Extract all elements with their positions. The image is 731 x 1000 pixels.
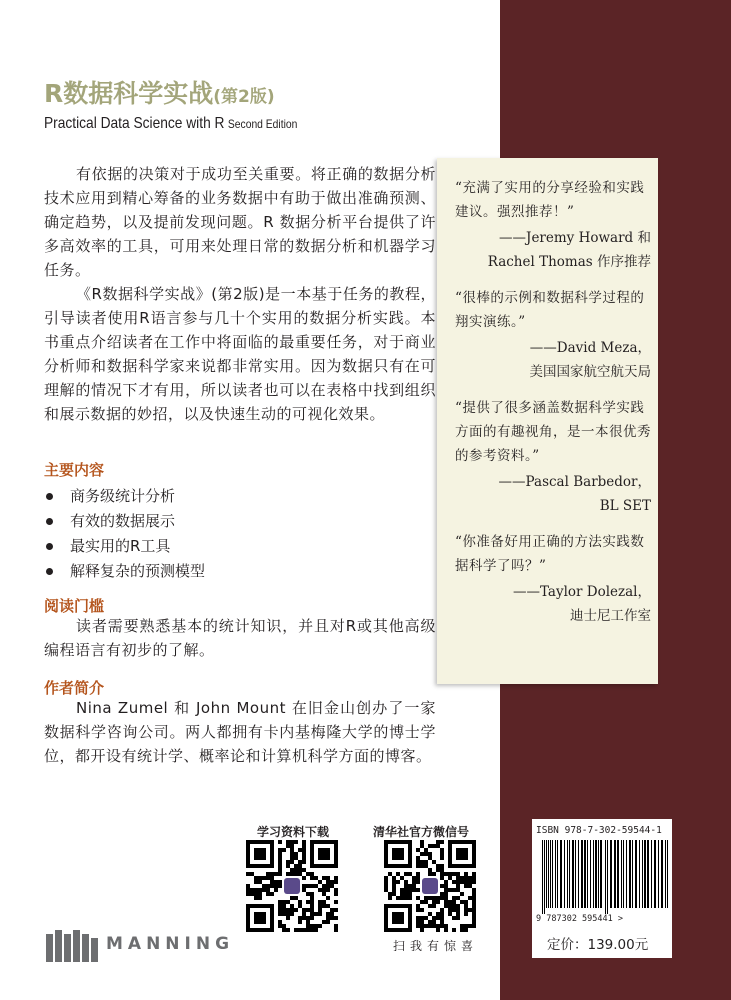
praise-quote (455, 396, 651, 518)
download-qr-code[interactable] (246, 840, 338, 932)
praise-quote (455, 286, 651, 384)
bullet-icon (46, 493, 53, 500)
praise-quote (455, 176, 651, 274)
reading-threshold-heading: 阅读门槛 (44, 597, 105, 615)
quote-attribution-affiliation: 美国国家航空航天局 (529, 364, 651, 380)
quote-text: “很棒的示例和数据科学过程的翔实演练。” (455, 290, 645, 330)
list-item (44, 559, 436, 584)
bullet-icon (46, 518, 53, 525)
bullet-icon (46, 543, 53, 550)
barcode-icon (538, 840, 668, 914)
list-item-text: 有效的数据展示 (70, 512, 176, 530)
qr-code-icon (246, 840, 338, 932)
list-item-text: 商务级统计分析 (70, 487, 176, 505)
quote-text: “充满了实用的分享经验和实践建议。强烈推荐！” (455, 180, 645, 220)
quote-attribution-affiliation: BL SET (599, 498, 651, 514)
download-qr-label: 学习资料下载 (257, 825, 330, 839)
list-item (44, 484, 436, 509)
barcode-number: 9 787302 595441 > (536, 914, 623, 924)
intro-paragraph-2: 《R数据科学实战》(第2版)是一本基于任务的教程，引导读者使用R语言参与几十个实用的数据分析实践。本书重点介绍读者在工作中将面临的最重要任务，对于商业分析师和数据科学家来说都非常实用。因为数据只有在可理解的情况下才有用，所以读者也可以在表格中找到组织和展示数据的妙招，以及快速生动的可视化效果。 (44, 285, 436, 423)
quote-attribution-affiliation: 迪士尼工作室 (570, 608, 651, 624)
intro-paragraph-1: 有依据的决策对于成功至关重要。将正确的数据分析技术应用到精心筹备的业务数据中有助于做出准确预测、确定趋势，以及提前发现问题。R 数据分析平台提供了许多高效率的工具，可用来处理日常的数据分析和机器学习任务。 (44, 165, 436, 279)
quote-attribution: ——Taylor Dolezal， (512, 584, 651, 600)
quote-attribution: ——David Meza， (529, 340, 651, 356)
book-title-cn (44, 74, 275, 110)
quote-text: “你准备好用正确的方法实践数据科学了吗？” (455, 534, 645, 574)
manning-logo-icon (46, 930, 102, 962)
title-edition: (第2版) (213, 87, 275, 107)
reading-threshold-text: 读者需要熟悉基本的统计知识，并且对R或其他高级编程语言有初步的了解。 (44, 617, 436, 659)
author-intro-text: Nina Zumel 和 John Mount 在旧金山创办了一家数据科学咨询公司。两人都拥有卡内基梅隆大学的博士学位，都开设有统计学、概率论和计算机科学方面的博客。 (44, 699, 436, 765)
main-contents-heading: 主要内容 (44, 461, 105, 479)
quote-attribution-affiliation: Rachel Thomas 作序推荐 (487, 254, 651, 270)
scan-me-label: 扫我有惊喜 (393, 939, 479, 953)
title-main: R数据科学实战 (44, 79, 214, 108)
author-intro-heading: 作者简介 (44, 679, 105, 697)
isbn-text: ISBN 978-7-302-59544-1 (536, 825, 662, 836)
qr-code-icon (384, 840, 476, 932)
praise-quotes-box (437, 158, 658, 684)
wechat-qr-code[interactable] (384, 840, 476, 932)
wechat-qr-label: 清华社官方微信号 (373, 825, 470, 839)
price-label: 定价：139.00元 (547, 937, 649, 953)
praise-quote (455, 530, 651, 628)
list-item (44, 509, 436, 534)
main-contents-list (44, 484, 436, 584)
quote-text: “提供了很多涵盖数据科学实践方面的有趣视角，是一本很优秀的参考资料。” (455, 400, 651, 464)
quote-attribution: ——Pascal Barbedor， (498, 474, 651, 490)
title-en-edition: Second Edition (227, 117, 298, 131)
title-en-main: Practical Data Science with R (44, 115, 225, 132)
list-item-text: 解释复杂的预测模型 (70, 562, 206, 580)
publisher-name: MANNING (106, 934, 235, 954)
list-item-text: 最实用的R工具 (70, 537, 171, 555)
bullet-icon (46, 568, 53, 575)
book-title-en (44, 115, 297, 133)
quote-attribution: ——Jeremy Howard 和 (499, 230, 651, 246)
list-item (44, 534, 436, 559)
